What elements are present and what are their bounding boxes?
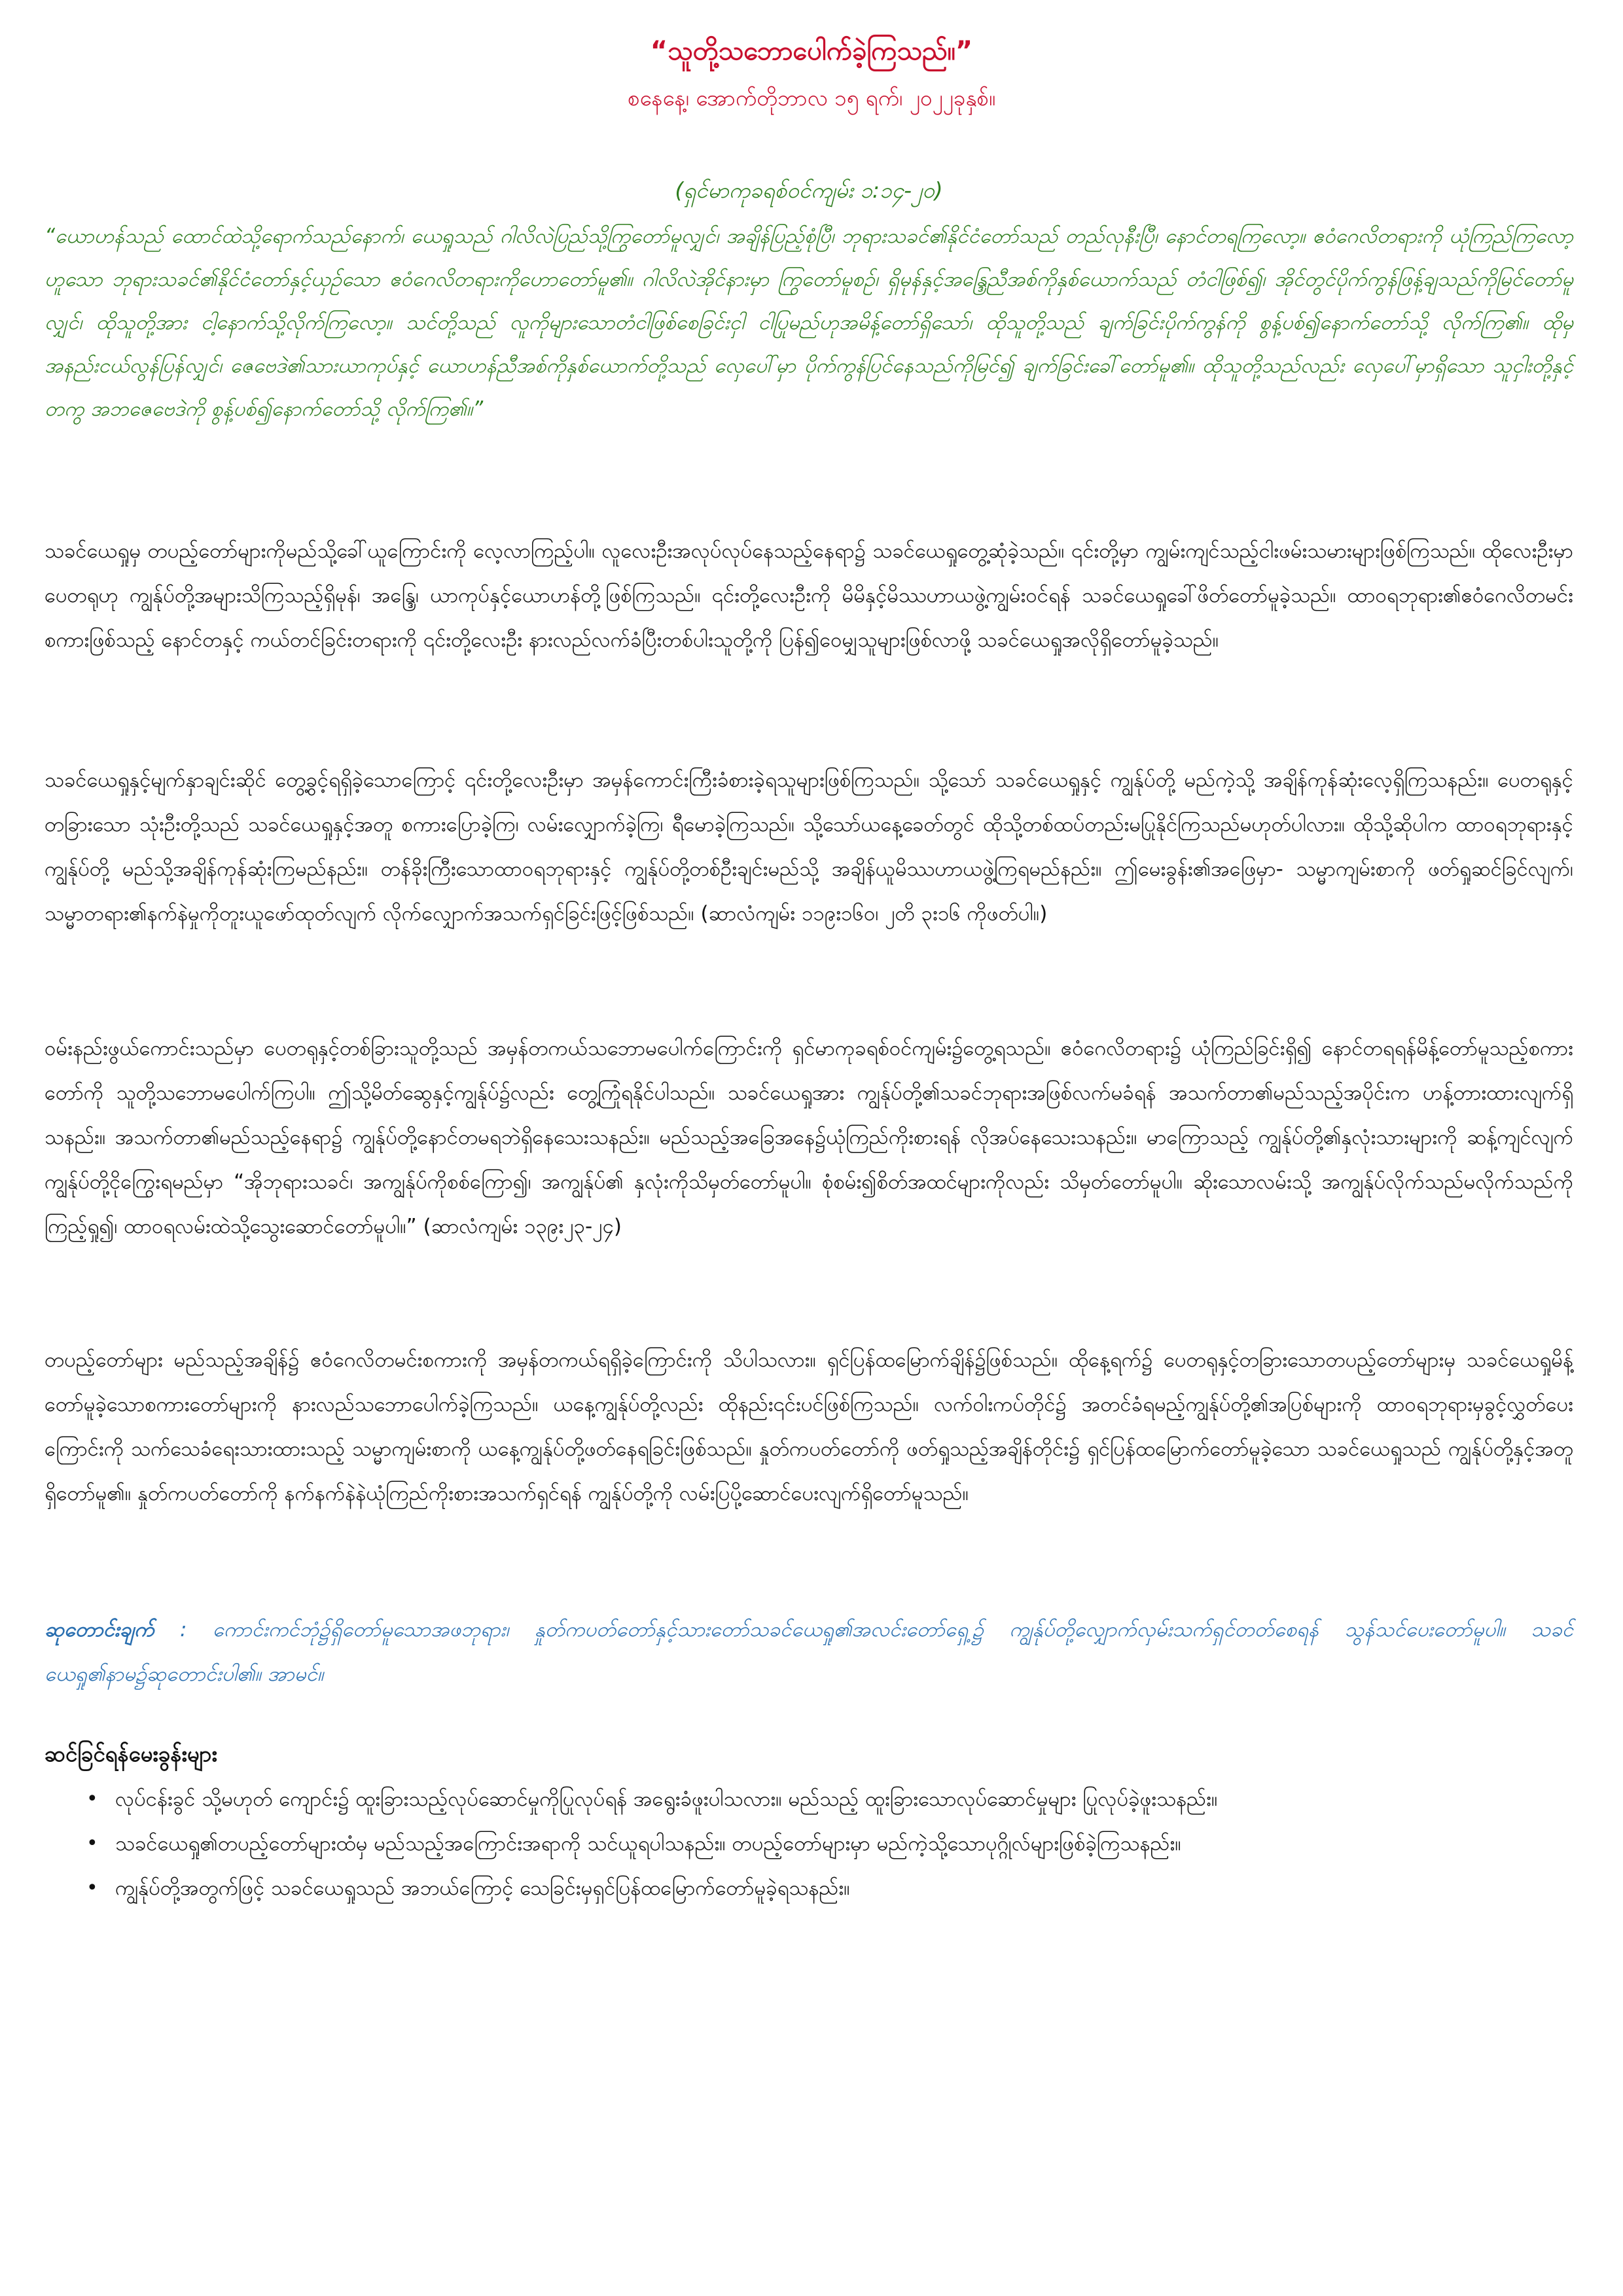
list-item [45,1822,1573,1865]
page-date: စနေနေ့၊ အောက်တိုဘာလ ၁၅ ရက်၊ ၂၀၂၂ခုနှစ်။ [628,85,995,111]
bullet-icon: • [86,1832,98,1855]
bullet-icon: • [86,1787,98,1810]
list-item [45,1778,1573,1821]
paragraph-1: သခင်ယေရှုမှ တပည့်တော်များကိုမည်သို့ခေါ်ယူကြောင်းကို လေ့လာကြည့်ပါ။ လူလေးဦးအလုပ်လုပ်နေသည့်နေရာ၌ သခင်ယေရှုတွေ့ဆုံခဲ့သည်။ ၎င်းတို့မှာ ကျွမ်းကျင်သည့်ငါးဖမ်းသမားများဖြစ်ကြသည်။ ထိုလေးဦးမှာ ပေတရုဟု ကျွန်ုပ်တို့အများသိကြသည့်ရှိမုန်၊ အန္ဒြေ၊ ယာကုပ်နှင့်ယောဟန်တို့ဖြစ်ကြသည်။ ၎င်းတို့လေးဦးကို မိမိနှင့်မိဿဟာယဖွဲ့ကျွမ်းဝင်ရန် သခင်ယေရှုခေါ်ဖိတ်တော်မူခဲ့သည်။ ထာဝရဘုရား၏ဧဝံဂေလိတမင်းစကားဖြစ်သည့် နောင်တနှင့် ကယ်တင်ခြင်းတရားကို ၎င်းတို့လေးဦး နားလည်လက်ခံပြီးတစ်ပါးသူတို့ကို ပြန်၍ဝေမျှသူများဖြစ်လာဖို့ သခင်ယေရှုအလိုရှိတော်မူခဲ့သည်။ [45,539,1573,652]
scripture-reference: (ရှင်မာကုခရစ်ဝင်ကျမ်း ၁:၁၄-၂၀) [675,177,943,203]
prayer-text: ကောင်းကင်ဘုံ၌ရှိတော်မူသောအဖဘုရား၊ နှုတ်ကပတ်တော်နှင့်သားတော်သခင်ယေရှု၏အလင်းတော်ရှေ့၌ ကျွန်ုပ်တို့လျှောက်လှမ်းသက်ရှင်တတ်စေရန် သွန်သင်ပေးတော်မူပါ။ သခင်ယေရှု၏နာမ၌ဆုတောင်းပါ၏။ အာမင်။ [45,1618,1573,1686]
questions-heading: ဆင်ခြင်ရန်မေးခွန်းများ [45,1741,217,1767]
prayer-label: ဆုတောင်းချက် [45,1618,154,1641]
prayer-block [45,1607,1573,1696]
paragraph-2: သခင်ယေရှုနှင့်မျက်နှာချင်းဆိုင် တွေ့ခွင့်ရရှိခဲ့သောကြောင့် ၎င်းတို့လေးဦးမှာ အမှန်ကောင်းကြီးခံစားခဲ့ရသူများဖြစ်ကြသည်။ သို့သော် သခင်ယေရှုနှင့် ကျွန်ုပ်တို့ မည်ကဲ့သို့ အချိန်ကုန်ဆုံးလေ့ရှိကြသနည်း။ ပေတရုနှင့်တခြားသော သုံးဦးတို့သည် သခင်ယေရှုနှင့်အတူ စကားပြောခဲ့ကြ၊ လမ်းလျှောက်ခဲ့ကြ၊ ရီမောခဲ့ကြသည်။ သို့သော်ယနေ့ခေတ်တွင် ထိုသို့တစ်ထပ်တည်းမပြုနိုင်ကြသည်မဟုတ်ပါလား။ ထိုသို့ဆိုပါက ထာဝရဘုရားနှင့် ကျွန်ုပ်တို့ မည်သို့အချိန်ကုန်ဆုံးကြမည်နည်း။ တန်ခိုးကြီးသောထာဝရဘုရားနှင့် ကျွန်ုပ်တို့တစ်ဦးချင်းမည်သို့ အချိန်ယူမိဿဟာယဖွဲ့ကြရမည်နည်း။ ဤမေးခွန်း၏အဖြေမှာ- သမ္မာကျမ်းစာကို ဖတ်ရှုဆင်ခြင်လျက်၊ သမ္မာတရား၏နက်နဲမှုကိုတူးယူဖော်ထုတ်လျက် လိုက်လျှောက်အသက်ရှင်ခြင်းဖြင့်ဖြစ်သည်။ (ဆာလံကျမ်း ၁၁၉း၁၆၀၊ ၂တိ ၃း၁၆ ကိုဖတ်ပါ။) [45,768,1573,925]
list-item [45,1867,1573,1910]
questions-list [45,1778,1573,1910]
paragraph-4: တပည့်တော်များ မည်သည့်အချိန်၌ ဧဝံဂေလိတမင်းစကားကို အမှန်တကယ်ရရှိခဲ့ကြောင်းကို သိပါသလား။ ရှင်ပြန်ထမြောက်ချိန်၌ဖြစ်သည်။ ထိုနေ့ရက်၌ ပေတရုနှင့်တခြားသောတပည့်တော်များမှ သခင်ယေရှုမိန့်တော်မူခဲ့သောစကားတော်များကို နားလည်သဘောပေါက်ခဲ့ကြသည်။ ယနေ့ကျွန်ုပ်တို့လည်း ထိုနည်း၎င်းပင်ဖြစ်ကြသည်။ လက်ဝါးကပ်တိုင်၌ အတင်ခံရမည့်ကျွန်ုပ်တို့၏အပြစ်များကို ထာဝရဘုရားမှခွင့်လွှတ်ပေးကြောင်းကို သက်သေခံရေးသားထားသည့် သမ္မာကျမ်းစာကို ယနေ့ကျွန်ုပ်တို့ဖတ်နေရခြင်းဖြစ်သည်။ နှုတ်ကပတ်တော်ကို ဖတ်ရှုသည့်အချိန်တိုင်း၌ ရှင်ပြန်ထမြောက်တော်မူခဲ့သော သခင်ယေရှုသည် ကျွန်ုပ်တို့နှင့်အတူရှိတော်မူ၏။ နှုတ်ကပတ်တော်ကို နက်နက်နဲနဲယုံကြည်ကိုးစားအသက်ရှင်ရန် ကျွန်ုပ်တို့ကို လမ်းပြပို့ဆောင်ပေးလျက်ရှိတော်မူသည်။ [45,1348,1573,1505]
scripture-text: “ယောဟန်သည် ထောင်ထဲသို့ရောက်သည်နောက်၊ ယေရှုသည် ဂါလိလဲပြည်သို့ကြွတော်မူလျှင်၊ အချိန်ပြည့်စုံပြီ၊ ဘုရားသခင်၏နိုင်ငံတော်သည် တည်လုနီးပြီ၊ နောင်တရကြလော့။ ဧဝံဂေလိတရားကို ယုံကြည်ကြလော့ဟူသော ဘုရားသခင်၏နိုင်ငံတော်နှင့်ယှဉ်သော ဧဝံဂေလိတရားကိုဟောတော်မူ၏။ ဂါလိလဲအိုင်နားမှာ ကြွတော်မူစဉ်၊ ရှိမုန်နှင့်အန္ဒြေညီအစ်ကိုနှစ်ယောက်သည် တံငါဖြစ်၍၊ အိုင်တွင်ပိုက်ကွန်ဖြန့်ချသည်ကိုမြင်တော်မူလျှင်၊ ထိုသူတို့အား ငါ့နောက်သို့လိုက်ကြလော့။ သင်တို့သည် လူကိုများသောတံငါဖြစ်စေခြင်းငှါ ငါပြုမည်ဟုအမိန့်တော်ရှိသော်၊ ထိုသူတို့သည် ချက်ခြင်းပိုက်ကွန်ကို စွန့်ပစ်၍နောက်တော်သို့ လိုက်ကြ၏။ ထိုမှအနည်းငယ်လွန်ပြန်လျှင်၊ ဇေဗေဒဲ၏သားယာကုပ်နှင့် ယောဟန်ညီအစ်ကိုနှစ်ယောက်တို့သည် လှေပေါ်မှာ ပိုက်ကွန်ပြင်နေသည်ကိုမြင်၍ ချက်ခြင်းခေါ်တော်မူ၏။ ထိုသူတို့သည်လည်း လှေပေါ်မှာရှိသော သူငှါးတို့နှင့်တကွ အဘဇေဗေဒဲကို စွန့်ပစ်၍နောက်တော်သို့ လိုက်ကြ၏။” [45,224,1573,421]
scripture-block [45,171,1573,431]
paragraph-3: ဝမ်းနည်းဖွယ်ကောင်းသည်မှာ ပေတရုနှင့်တစ်ခြားသူတို့သည် အမှန်တကယ်သဘောမပေါက်ကြောင်းကို ရှင်မာကုခရစ်ဝင်ကျမ်း၌တွေ့ရသည်။ ဧဝံဂေလိတရား၌ ယုံကြည်ခြင်းရှိ၍ နောင်တရရန်မိန့်တော်မူသည့်စကားတော်ကို သူတို့သဘောမပေါက်ကြပါ။ ဤသို့မိတ်ဆွေနှင့်ကျွန်ုပ်၌လည်း တွေ့ကြုံရနိုင်ပါသည်။ သခင်ယေရှုအား ကျွန်ုပ်တို့၏သခင်ဘုရားအဖြစ်လက်မခံရန် အသက်တာ၏မည်သည့်အပိုင်းက ဟန့်တားထားလျက်ရှိသနည်း။ အသက်တာ၏မည်သည့်နေရာ၌ ကျွန်ုပ်တို့နောင်တမရဘဲရှိနေသေးသနည်း။ မည်သည့်အခြေအနေ၌ယုံကြည်ကိုးစားရန် လိုအပ်နေသေးသနည်း။ မာကြောသည့် ကျွန်ုပ်တို့၏နှလုံးသားများကို ဆန့်ကျင်လျက် ကျွန်ုပ်တို့ငိုကြွေးရမည်မှာ “အိုဘုရားသခင်၊ အကျွန်ုပ်ကိုစစ်ကြော၍၊ အကျွန်ုပ်၏ နှလုံးကိုသိမှတ်တော်မူပါ။ စုံစမ်း၍စိတ်အထင်များကိုလည်း သိမှတ်တော်မူပါ။ ဆိုးသောလမ်းသို့ အကျွန်ုပ်လိုက်သည်မလိုက်သည်ကိုကြည့်ရှု၍၊ ထာဝရလမ်းထဲသို့သွေးဆောင်တော်မူပါ။” (ဆာလံကျမ်း ၁၃၉း၂၃-၂၄) [45,1037,1573,1238]
prayer-separator: : [154,1618,213,1641]
page-title: “သူတို့သဘောပေါက်ခဲ့ကြသည်။” [650,36,973,66]
question-text: လုပ်ငန်းခွင် သို့မဟုတ် ကျောင်း၌ ထူးခြားသည့်လုပ်ဆောင်မှုကိုပြုလုပ်ရန် အရွေးခံဖူးပါသလား။ မည်သည့် ထူးခြားသောလုပ်ဆောင်မှုများ ပြုလုပ်ခဲ့ဖူးသနည်း။ [115,1787,1218,1811]
bullet-icon: • [86,1876,98,1899]
question-text: သခင်ယေရှု၏တပည့်တော်များထံမှ မည်သည့်အကြောင်းအရာကို သင်ယူရပါသနည်း။ တပည့်တော်များမှာ မည်ကဲ့သို့သောပုဂ္ဂိုလ်များဖြစ်ခဲ့ကြသနည်း။ [115,1832,1181,1856]
question-text: ကျွန်ုပ်တို့အတွက်ဖြင့် သခင်ယေရှုသည် အဘယ်ကြောင့် သေခြင်းမှရှင်ပြန်ထမြောက်တော်မူခဲ့ရသနည်း။ [115,1876,850,1900]
reflection-questions [45,1733,1573,1911]
